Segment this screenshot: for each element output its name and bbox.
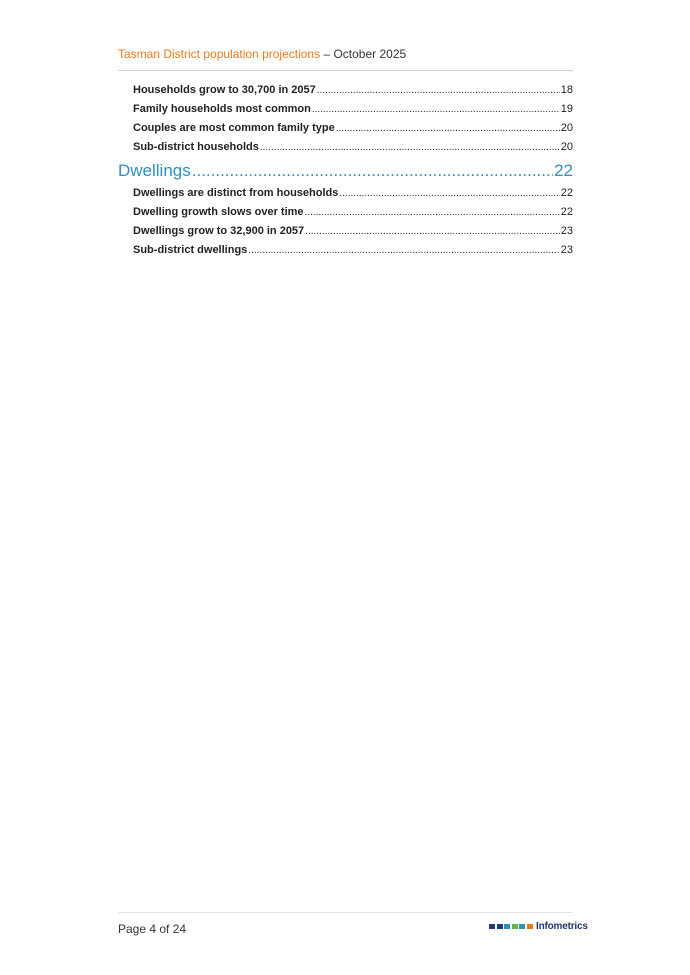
toc-section-page: 22 <box>554 161 573 180</box>
toc-entry-title: Couples are most common family type <box>133 122 335 134</box>
toc-entry[interactable] <box>118 103 573 122</box>
toc-section-title: Dwellings <box>118 161 191 180</box>
logo-square <box>489 924 495 929</box>
toc-entry[interactable] <box>118 187 573 206</box>
toc-entry-page: 19 <box>560 103 573 115</box>
toc-entry-title: Households grow to 30,700 in 2057 <box>133 84 316 96</box>
toc-entry-page: 18 <box>560 84 573 96</box>
logo-square <box>512 924 518 929</box>
toc-entry-page: 20 <box>560 141 573 153</box>
toc-entry[interactable] <box>118 84 573 103</box>
toc-leader-dots <box>260 142 560 153</box>
toc-entry[interactable] <box>118 141 573 160</box>
logo-square <box>519 924 525 929</box>
logo-text: Infometrics <box>536 921 588 932</box>
page-header <box>118 47 406 61</box>
toc-leader-dots <box>317 85 560 96</box>
toc-entry-title: Family households most common <box>133 103 311 115</box>
toc-section-entry[interactable] <box>118 161 573 187</box>
toc-leader-dots <box>312 104 560 115</box>
header-separator: – <box>320 47 334 61</box>
toc-entry-page: 22 <box>560 206 573 218</box>
toc-entry-title: Dwellings grow to 32,900 in 2057 <box>133 225 305 237</box>
toc-entry[interactable] <box>118 244 573 263</box>
toc-entry[interactable] <box>118 225 573 244</box>
toc-entry-page: 23 <box>560 244 573 256</box>
header-date: October 2025 <box>333 47 407 61</box>
toc-leader-dots <box>248 245 559 256</box>
logo-square <box>504 924 510 929</box>
page-number: Page 4 of 24 <box>118 922 187 936</box>
footer-divider <box>118 912 573 913</box>
toc-entry[interactable] <box>118 206 573 225</box>
table-of-contents <box>118 84 573 263</box>
toc-leader-dots <box>192 161 553 181</box>
toc-entry-page: 23 <box>560 225 573 237</box>
toc-entry-title: Sub-district dwellings <box>133 244 248 256</box>
toc-entry-title: Sub-district households <box>133 141 259 153</box>
toc-leader-dots <box>336 123 560 134</box>
toc-leader-dots <box>305 207 560 218</box>
toc-entry-title: Dwellings are distinct from households <box>133 187 339 199</box>
logo-square <box>497 924 503 929</box>
toc-leader-dots <box>305 226 560 237</box>
toc-leader-dots <box>339 188 559 199</box>
header-title: Tasman District population projections <box>118 47 321 61</box>
infometrics-logo <box>489 921 588 932</box>
toc-entry-page: 22 <box>560 187 573 199</box>
header-divider <box>118 70 573 71</box>
toc-entry-page: 20 <box>560 122 573 134</box>
toc-entry[interactable] <box>118 122 573 141</box>
logo-square <box>527 924 533 929</box>
toc-entry-title: Dwelling growth slows over time <box>133 206 304 218</box>
